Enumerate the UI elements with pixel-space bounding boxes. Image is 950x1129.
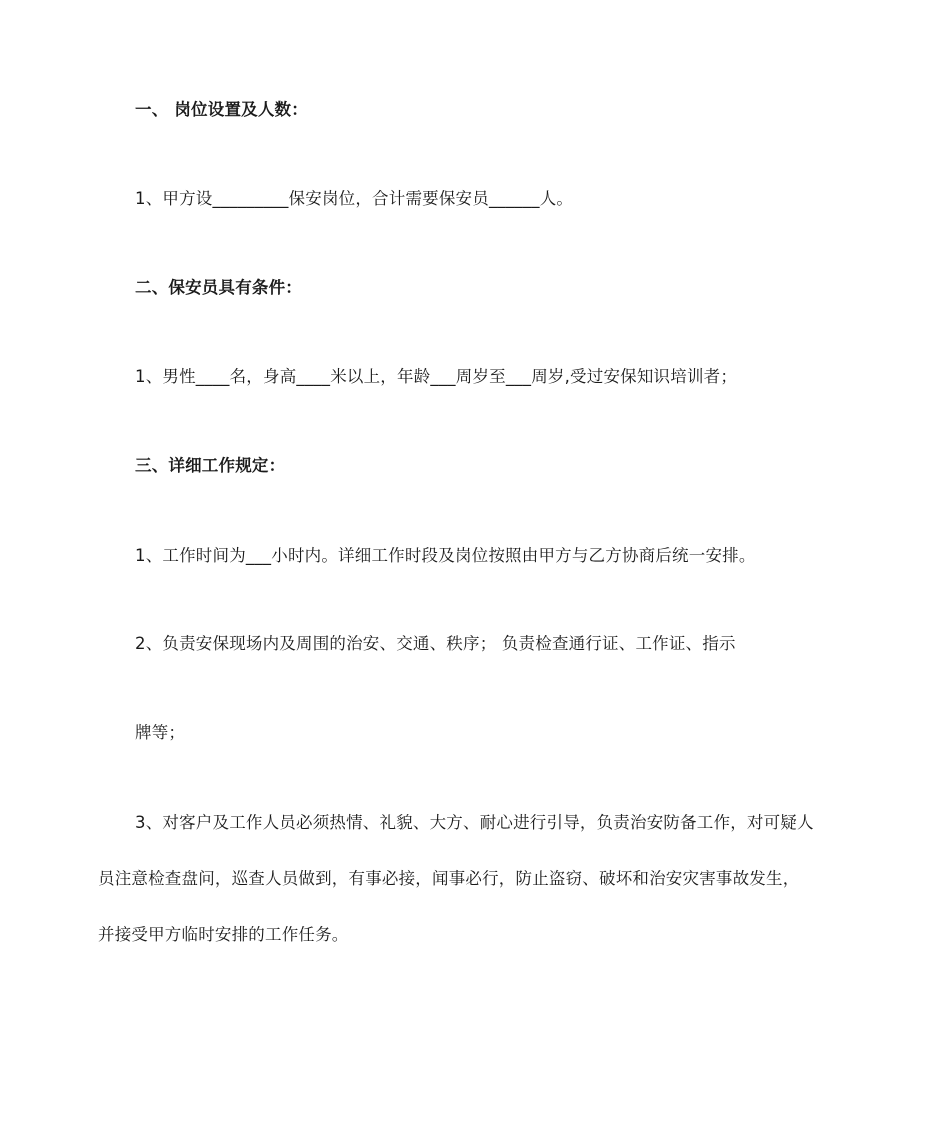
paragraph-positions: 1、甲方设_________保安岗位，合计需要保安员______人。 bbox=[135, 189, 574, 208]
paragraph-work-hours: 1、工作时间为___小时内。详细工作时段及岗位按照由甲方与乙方协商后统一安排。 bbox=[135, 546, 756, 565]
paragraph-duty-2-line-1: 2、负责安保现场内及周围的治安、交通、秩序； 负责检查通行证、工作证、指示 bbox=[135, 634, 736, 653]
paragraph-duty-3-line-2: 员注意检查盘问，巡查人员做到，有事必接，闻事必行，防止盗窃、破坏和治安灾害事故发生， bbox=[98, 869, 800, 888]
section-heading-3: 三、详细工作规定： bbox=[135, 456, 286, 475]
paragraph-duty-3-line-1: 3、对客户及工作人员必须热情、礼貌、大方、耐心进行引导，负责治安防备工作，对可疑人 bbox=[135, 813, 814, 832]
paragraph-duty-3-line-3: 并接受甲方临时安排的工作任务。 bbox=[98, 925, 349, 944]
paragraph-requirements: 1、男性____名，身高____米以上，年龄___周岁至___周岁,受过安保知识培训者； bbox=[135, 367, 738, 386]
section-heading-2: 二、保安员具有条件： bbox=[135, 278, 302, 297]
paragraph-duty-2-line-2: 牌等； bbox=[135, 723, 186, 742]
section-heading-1: 一、 岗位设置及人数： bbox=[135, 100, 308, 119]
